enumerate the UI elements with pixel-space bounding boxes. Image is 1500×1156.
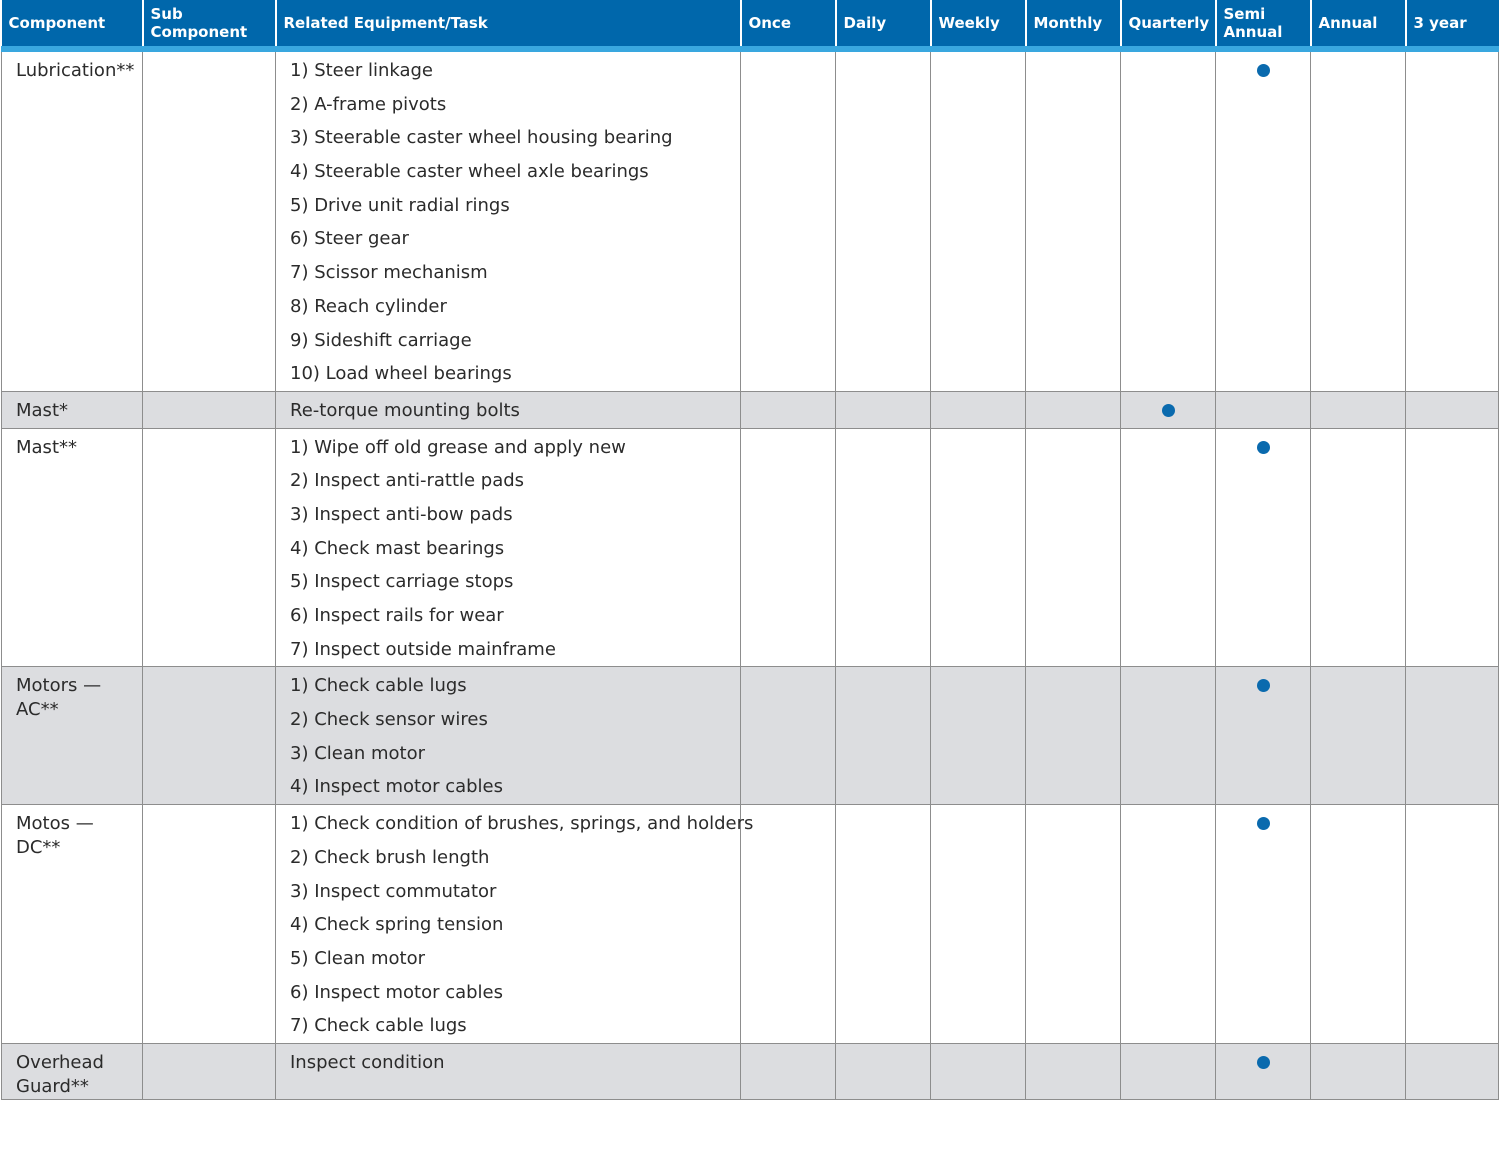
task-item: 10) Load wheel bearings <box>290 363 512 385</box>
task-item: 3) Inspect anti-bow pads <box>290 503 513 525</box>
frequency-cell <box>1311 428 1406 667</box>
component-name: Motors — AC** <box>16 675 102 721</box>
task-item: 6) Inspect rails for wear <box>290 605 504 626</box>
frequency-cell <box>1406 1043 1499 1099</box>
table-row <box>2 1043 1499 1099</box>
task-item: 9) Sideshift carriage <box>290 329 472 351</box>
frequency-cell <box>931 391 1026 428</box>
header-once: Once <box>741 0 836 49</box>
task-item: 2) A-frame pivots <box>290 93 447 115</box>
header-monthly: Monthly <box>1026 0 1121 49</box>
task-item: 3) Clean motor <box>290 742 426 764</box>
task-item: 7) Inspect outside mainframe <box>290 638 556 660</box>
frequency-cell <box>1406 428 1499 667</box>
frequency-cell <box>931 667 1026 805</box>
sub-component-cell <box>143 428 276 667</box>
header-sub-component: Sub Component <box>143 0 276 49</box>
header-weekly: Weekly <box>931 0 1026 49</box>
frequency-cell <box>931 49 1026 391</box>
frequency-cell <box>1311 49 1406 391</box>
task-item: 7) Check cable lugs <box>290 1015 467 1037</box>
frequency-cell <box>1026 49 1121 391</box>
task-item: 5) Inspect carriage stops <box>290 571 514 593</box>
frequency-cell <box>1026 1043 1121 1099</box>
task-item: 7) Scissor mechanism <box>290 262 488 284</box>
task-item: 4) Check spring tension <box>290 914 504 936</box>
frequency-cell <box>741 667 836 805</box>
sub-component-cell <box>143 805 276 1044</box>
frequency-cell <box>741 49 836 391</box>
task-cell <box>276 667 741 805</box>
frequency-cell <box>1026 805 1121 1044</box>
component-cell <box>2 391 143 428</box>
table-row <box>2 428 1499 667</box>
header-quarterly: Quarterly <box>1121 0 1216 49</box>
task-item: 1) Check cable lugs <box>290 675 467 697</box>
task-cell <box>276 428 741 667</box>
frequency-cell <box>836 805 931 1044</box>
frequency-cell <box>1026 667 1121 805</box>
scheduled-dot-icon <box>1162 404 1175 417</box>
maintenance-schedule-table <box>1 0 1499 1100</box>
frequency-cell <box>836 428 931 667</box>
task-list <box>276 52 740 391</box>
frequency-cell <box>1406 391 1499 428</box>
task-item: 3) Steerable caster wheel housing bearing <box>290 127 673 149</box>
header-component: Component <box>2 0 143 49</box>
frequency-cell <box>1216 49 1311 391</box>
table-row <box>2 667 1499 805</box>
task-item: 4) Steerable caster wheel axle bearings <box>290 161 649 183</box>
frequency-cell <box>1121 428 1216 667</box>
task-item: 4) Check mast bearings <box>290 537 505 559</box>
task-item: 8) Reach cylinder <box>290 295 447 317</box>
task-list <box>276 392 740 428</box>
task-item: 1) Wipe off old grease and apply new <box>290 436 626 458</box>
header-row <box>2 0 1499 49</box>
sub-component-cell <box>143 49 276 391</box>
task-cell <box>276 49 741 391</box>
frequency-cell <box>1406 667 1499 805</box>
task-item: 3) Inspect commutator <box>290 880 497 902</box>
component-cell <box>2 49 143 391</box>
component-name: Motos — DC** <box>16 813 94 859</box>
frequency-cell <box>1121 391 1216 428</box>
frequency-cell <box>741 1043 836 1099</box>
table-row <box>2 49 1499 391</box>
frequency-cell <box>1026 391 1121 428</box>
task-cell <box>276 805 754 1044</box>
task-item: 2) Check sensor wires <box>290 709 488 731</box>
header-task: Related Equipment/Task <box>276 0 741 49</box>
task-item: 2) Check brush length <box>290 846 490 868</box>
sub-component-cell <box>143 391 276 428</box>
frequency-cell <box>1216 667 1311 805</box>
frequency-cell <box>1121 667 1216 805</box>
frequency-cell <box>836 667 931 805</box>
scheduled-dot-icon <box>1257 64 1270 77</box>
scheduled-dot-icon <box>1257 679 1270 692</box>
frequency-cell <box>836 49 931 391</box>
frequency-cell <box>1406 805 1499 1044</box>
task-item: 6) Steer gear <box>290 228 409 250</box>
frequency-cell <box>1216 805 1311 1044</box>
frequency-cell <box>741 391 836 428</box>
frequency-cell <box>1216 428 1311 667</box>
task-cell <box>276 391 741 428</box>
frequency-cell <box>741 428 836 667</box>
header-three-year: 3 year <box>1406 0 1499 49</box>
schedule-body <box>2 49 1499 1099</box>
frequency-cell <box>931 428 1026 667</box>
component-cell <box>2 1043 143 1099</box>
frequency-cell <box>1311 1043 1406 1099</box>
task-item: Re-torque mounting bolts <box>290 399 520 421</box>
task-item: 5) Drive unit radial rings <box>290 194 510 216</box>
task-list <box>276 429 740 667</box>
sub-component-cell <box>143 1043 276 1099</box>
frequency-cell <box>1121 805 1216 1044</box>
frequency-cell <box>1216 1043 1311 1099</box>
frequency-cell <box>741 805 836 1044</box>
frequency-cell <box>836 1043 931 1099</box>
scheduled-dot-icon <box>1257 817 1270 830</box>
component-cell <box>2 667 143 805</box>
scheduled-dot-icon <box>1257 1056 1270 1069</box>
table-row <box>2 391 1499 428</box>
frequency-cell <box>1216 391 1311 428</box>
table-row <box>2 805 1499 1044</box>
header-annual: Annual <box>1311 0 1406 49</box>
task-item: 2) Inspect anti-rattle pads <box>290 470 525 492</box>
task-item: 1) Check condition of brushes, springs, and holders <box>290 813 754 835</box>
component-name: Mast** <box>16 436 77 458</box>
task-item: 4) Inspect motor cables <box>290 776 504 798</box>
frequency-cell <box>1406 49 1499 391</box>
frequency-cell <box>1311 667 1406 805</box>
header-semi-annual: Semi Annual <box>1216 0 1311 49</box>
frequency-cell <box>931 1043 1026 1099</box>
task-list <box>276 805 754 1043</box>
frequency-cell <box>931 805 1026 1044</box>
frequency-cell <box>1311 805 1406 1044</box>
sub-component-cell <box>143 667 276 805</box>
component-cell <box>2 805 143 1044</box>
frequency-cell <box>836 391 931 428</box>
frequency-cell <box>1121 1043 1216 1099</box>
component-cell <box>2 428 143 667</box>
component-name: Overhead Guard** <box>16 1051 104 1097</box>
task-list <box>276 1044 740 1080</box>
task-item: Inspect condition <box>290 1051 445 1073</box>
task-item: 1) Steer linkage <box>290 60 433 81</box>
frequency-cell <box>1121 49 1216 391</box>
scheduled-dot-icon <box>1257 441 1270 454</box>
frequency-cell <box>1026 428 1121 667</box>
task-item: 6) Inspect motor cables <box>290 981 504 1003</box>
frequency-cell <box>1311 391 1406 428</box>
task-item: 5) Clean motor <box>290 947 426 969</box>
task-list <box>276 667 740 804</box>
header-daily: Daily <box>836 0 931 49</box>
task-cell <box>276 1043 741 1099</box>
component-name: Mast* <box>16 399 68 421</box>
component-name: Lubrication** <box>16 60 135 81</box>
